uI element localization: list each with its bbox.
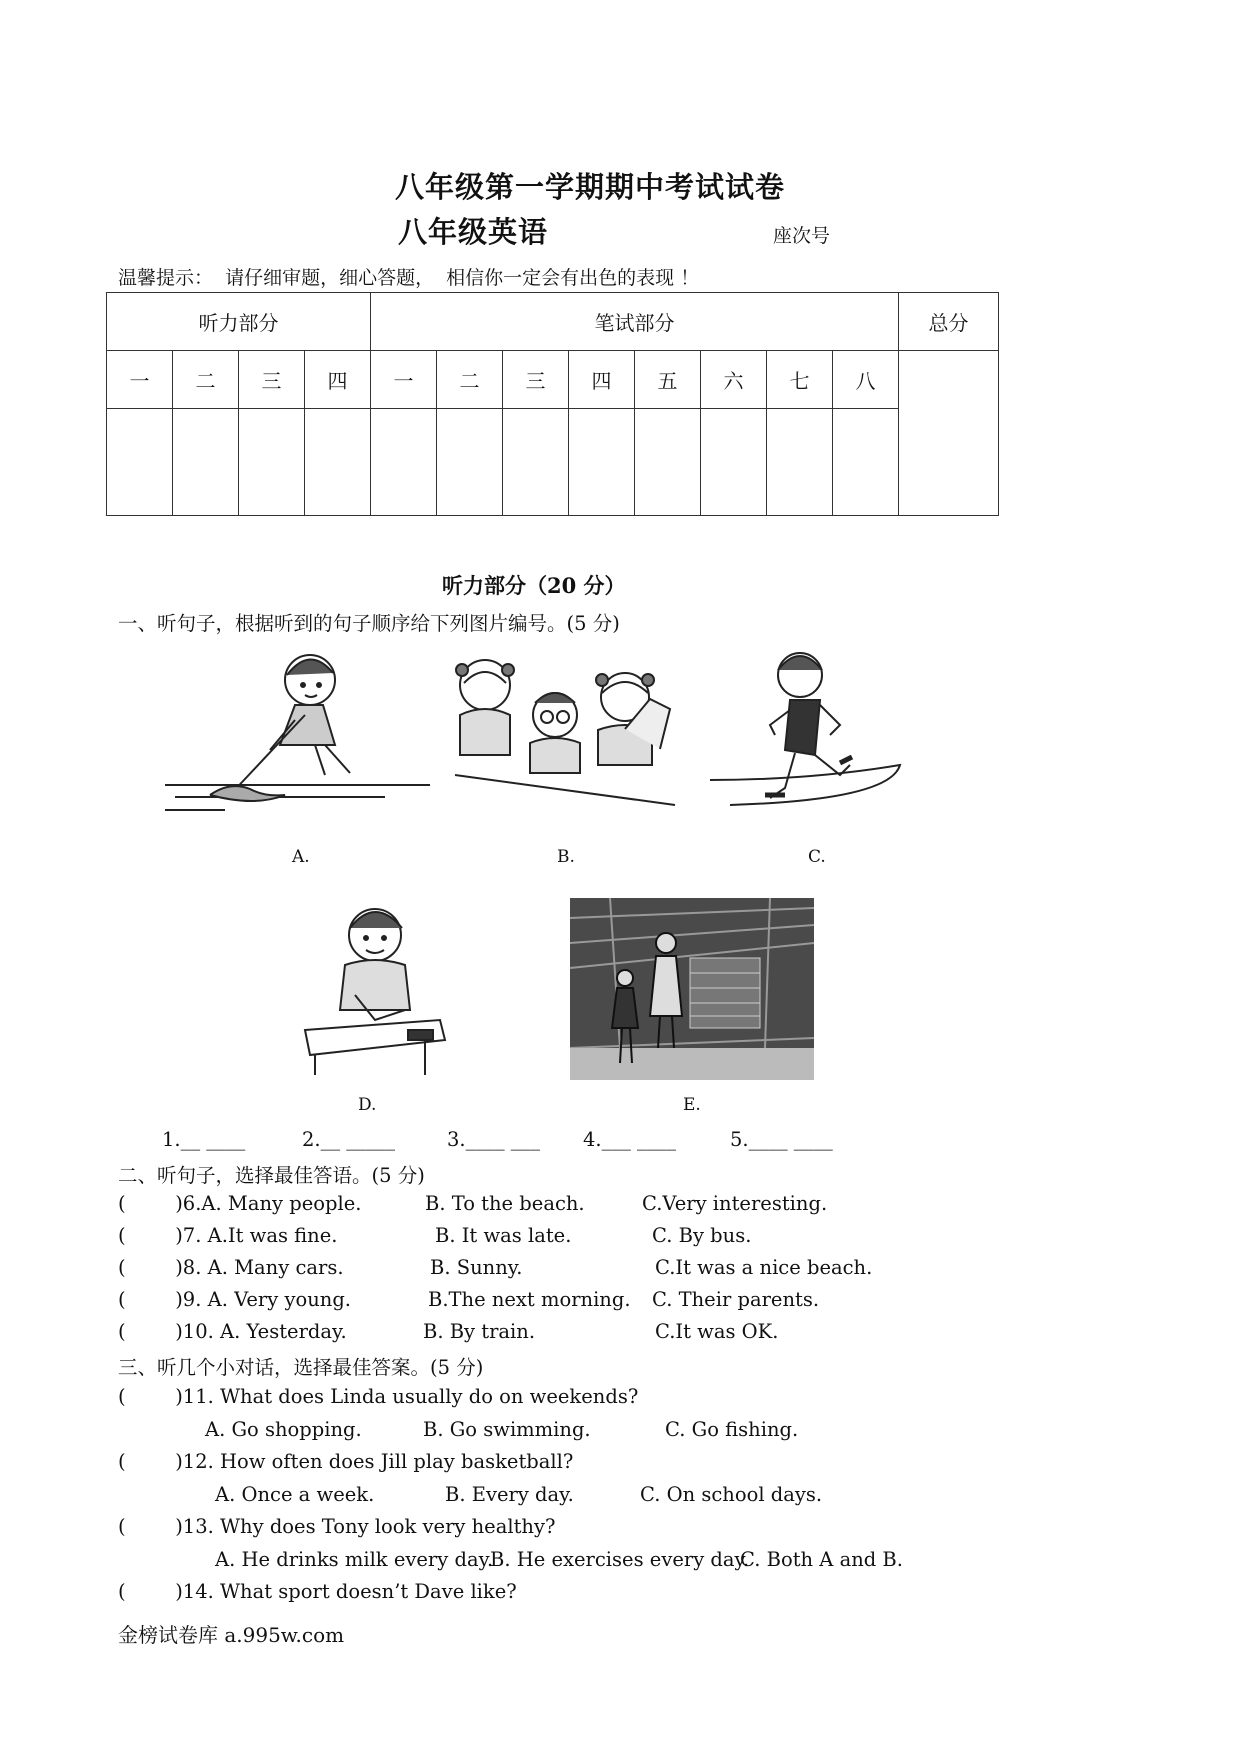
score-cell[interactable] (305, 409, 371, 516)
score-cell[interactable] (635, 409, 701, 516)
option-b: B.The next morning. (428, 1288, 631, 1311)
score-cell[interactable] (503, 409, 569, 516)
exam-subtitle: 八年级英语 (398, 215, 549, 249)
written-col: 五 (635, 351, 701, 409)
score-cell[interactable] (437, 409, 503, 516)
boy-running-icon (710, 645, 910, 825)
score-cell[interactable] (701, 409, 767, 516)
score-cell[interactable] (371, 409, 437, 516)
option-c: C. On school days. (640, 1483, 823, 1506)
option-b: B. Every day. (445, 1483, 574, 1506)
seat-number-label: 座次号 (773, 225, 831, 247)
part2-instruction: 二、听句子，选择最佳答语。(5 分) (118, 1164, 425, 1187)
picture-label: C. (808, 847, 826, 867)
score-cell[interactable] (173, 409, 239, 516)
total-score-cell[interactable] (899, 351, 999, 516)
option-b: B. He exercises every day. (490, 1548, 750, 1571)
part1-instruction: 一、听句子，根据听到的句子顺序给下列图片编号。(5 分) (118, 612, 620, 635)
exam-hint: 温馨提示： 请仔细审题，细心答题， 相信你一定会有出色的表现 ！ (118, 267, 700, 289)
written-col: 七 (767, 351, 833, 409)
answer-blank[interactable]: 1.__ ____ (162, 1128, 246, 1151)
option-c: C.Very interesting. (642, 1192, 828, 1215)
mother-and-girl-in-store-icon (570, 898, 814, 1080)
answer-blank[interactable]: 3.____ ___ (447, 1128, 541, 1151)
listening-col: 四 (305, 351, 371, 409)
score-cell[interactable] (833, 409, 899, 516)
listening-col: 三 (239, 351, 305, 409)
question-6: ( )6.A. Many people. (118, 1192, 362, 1215)
exam-title: 八年级第一学期期中考试试卷 (395, 170, 786, 204)
answer-blank[interactable]: 4.___ ____ (583, 1128, 677, 1151)
boy-reading-at-desk-icon (300, 900, 450, 1075)
listening-section-header: 听力部分 (107, 293, 371, 351)
part3-instruction: 三、听几个小对话，选择最佳答案。(5 分) (118, 1356, 484, 1379)
score-cell[interactable] (767, 409, 833, 516)
score-cell[interactable] (107, 409, 173, 516)
picture-label: B. (557, 847, 575, 867)
question-14: ( )14. What sport doesn’t Dave like? (118, 1580, 517, 1603)
option-c: C.It was OK. (655, 1320, 779, 1343)
option-c: C.It was a nice beach. (655, 1256, 873, 1279)
question-9: ( )9. A. Very young. (118, 1288, 352, 1311)
picture-label: D. (358, 1095, 377, 1115)
written-col: 四 (569, 351, 635, 409)
option-c: C. Both A and B. (740, 1548, 903, 1571)
picture-label: A. (292, 847, 310, 867)
question-10: ( )10. A. Yesterday. (118, 1320, 347, 1343)
written-col: 二 (437, 351, 503, 409)
written-col: 三 (503, 351, 569, 409)
written-col: 六 (701, 351, 767, 409)
option-c: C. Go fishing. (665, 1418, 799, 1441)
picture-label: E. (683, 1095, 701, 1115)
answer-blank[interactable]: 5.____ ____ (730, 1128, 833, 1151)
option-c: C. Their parents. (652, 1288, 820, 1311)
option-c: C. By bus. (652, 1224, 752, 1247)
score-cell[interactable] (569, 409, 635, 516)
listening-section-title: 听力部分（20 分） (442, 573, 626, 598)
score-cell[interactable] (239, 409, 305, 516)
option-b: B. Sunny. (430, 1256, 523, 1279)
listening-col: 二 (173, 351, 239, 409)
boy-mopping-floor-icon (165, 645, 435, 825)
option-a: A. He drinks milk every day. (215, 1548, 494, 1571)
answer-blank[interactable]: 2.__ _____ (302, 1128, 396, 1151)
option-b: B. Go swimming. (423, 1418, 591, 1441)
option-a: A. Go shopping. (205, 1418, 362, 1441)
listening-col: 一 (107, 351, 173, 409)
question-12: ( )12. How often does Jill play basketball? (118, 1450, 574, 1473)
children-at-desks-icon (450, 645, 680, 820)
option-b: B. By train. (423, 1320, 536, 1343)
question-11: ( )11. What does Linda usually do on weekends? (118, 1385, 639, 1408)
option-a: A. Once a week. (215, 1483, 375, 1506)
option-b: B. To the beach. (425, 1192, 585, 1215)
question-13: ( )13. Why does Tony look very healthy? (118, 1515, 556, 1538)
question-7: ( )7. A.It was fine. (118, 1224, 338, 1247)
score-table (106, 292, 999, 516)
option-b: B. It was late. (435, 1224, 572, 1247)
footer-source: 金榜试卷库 a.995w.com (118, 1623, 345, 1647)
total-score-header: 总分 (899, 293, 999, 351)
written-section-header: 笔试部分 (371, 293, 899, 351)
written-col: 八 (833, 351, 899, 409)
written-col: 一 (371, 351, 437, 409)
question-8: ( )8. A. Many cars. (118, 1256, 344, 1279)
